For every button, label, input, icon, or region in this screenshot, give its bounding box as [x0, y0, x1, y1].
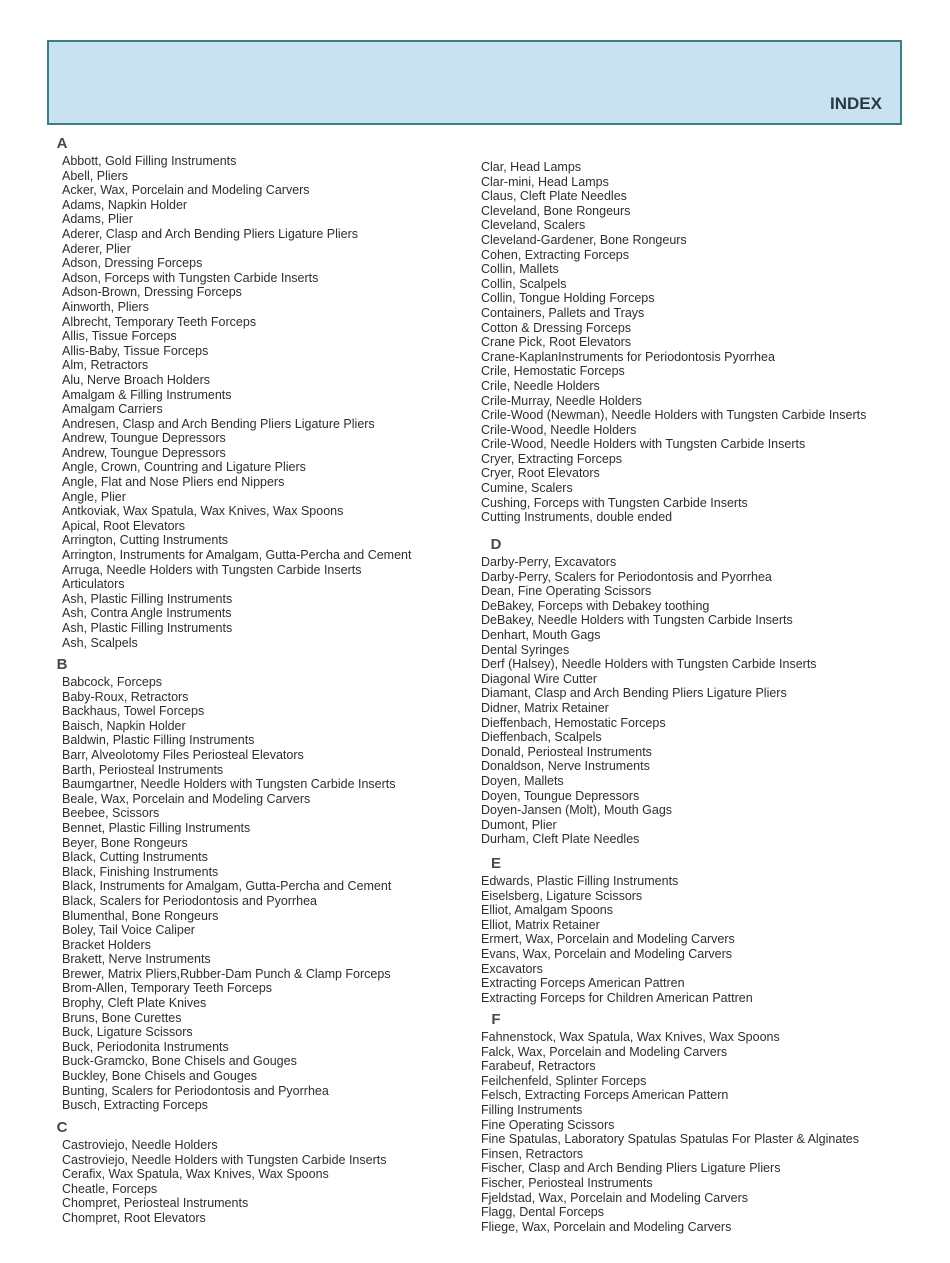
index-entry: Fliege, Wax, Porcelain and Modeling Carvers — [481, 1219, 732, 1234]
index-entry: Angle, Plier — [62, 489, 126, 504]
index-entry: Denhart, Mouth Gags — [481, 627, 601, 642]
index-entry: Aderer, Plier — [62, 241, 131, 256]
index-entry: Buck, Ligature Scissors — [62, 1025, 193, 1040]
index-entry: Elliot, Amalgam Spoons — [481, 903, 614, 918]
index-entry: Cryer, Extracting Forceps — [481, 451, 623, 466]
index-entry: Buck, Periodonita Instruments — [62, 1039, 229, 1054]
index-entry: Ash, Plastic Filling Instruments — [62, 591, 233, 606]
index-entry: Felsch, Extracting Forceps American Pattern — [481, 1088, 729, 1103]
index-entry: Donaldson, Nerve Instruments — [481, 759, 650, 774]
index-entry: Crile, Hemostatic Forceps — [481, 364, 625, 379]
index-entry: Elliot, Matrix Retainer — [481, 917, 600, 932]
index-entry: Doyen-Jansen (Molt), Mouth Gags — [481, 803, 673, 818]
index-entry: Chompret, Root Elevators — [62, 1210, 206, 1225]
section-e — [481, 854, 901, 1005]
index-entry: Fischer, Periosteal Instruments — [481, 1175, 653, 1190]
index-entry: Collin, Tongue Holding Forceps — [481, 291, 655, 306]
index-entry: Doyen, Toungue Depressors — [481, 788, 640, 803]
index-entry: Farabeuf, Retractors — [481, 1059, 596, 1074]
index-entry: Darby-Perry, Excavators — [481, 555, 617, 569]
section-letter-heading: E — [490, 855, 501, 872]
index-entry: Dean, Fine Operating Scissors — [481, 584, 652, 599]
index-entry: Crile-Wood, Needle Holders with Tungsten Carbide Inserts — [481, 437, 806, 452]
index-entry: Didner, Matrix Retainer — [481, 700, 609, 715]
index-entry: Arrington, Cutting Instruments — [62, 533, 229, 548]
index-entry: Cushing, Forceps with Tungsten Carbide Inserts — [481, 495, 748, 510]
index-entry: Boley, Tail Voice Caliper — [62, 923, 195, 938]
section-a — [56, 134, 482, 650]
index-entry: Barth, Periosteal Instruments — [62, 762, 224, 777]
index-entry: Crile-Wood (Newman), Needle Holders with Tungsten Carbide Inserts — [481, 408, 867, 423]
index-entry: Donald, Periosteal Instruments — [481, 744, 652, 759]
index-entry: Adams, Plier — [62, 212, 133, 227]
index-header-banner — [47, 40, 902, 125]
index-entry: Castroviejo, Needle Holders — [62, 1138, 218, 1152]
index-entry: Extracting Forceps American Pattren — [481, 976, 685, 991]
index-entry: Abell, Pliers — [62, 168, 128, 183]
index-entry: Amalgam Carriers — [62, 402, 163, 417]
index-entry: Finsen, Retractors — [481, 1146, 584, 1161]
index-entry: Bracket Holders — [62, 937, 151, 952]
index-entry: Edwards, Plastic Filling Instruments — [481, 874, 679, 888]
index-entry: Cleveland-Gardener, Bone Rongeurs — [481, 232, 687, 247]
index-entry: Barr, Alveolotomy Files Periosteal Elevators — [62, 747, 304, 762]
index-entry: Cohen, Extracting Forceps — [481, 247, 629, 262]
index-entry: Cumine, Scalers — [481, 481, 573, 496]
index-entry: Arruga, Needle Holders with Tungsten Carbide Inserts — [62, 562, 362, 577]
index-entry: Adson, Dressing Forceps — [62, 256, 203, 271]
index-entry: Andrew, Toungue Depressors — [62, 445, 226, 460]
index-entry: Cryer, Root Elevators — [481, 466, 600, 481]
index-entry: Allis-Baby, Tissue Forceps — [62, 343, 209, 358]
index-entry: Fjeldstad, Wax, Porcelain and Modeling Carvers — [481, 1190, 749, 1205]
index-entry: Beebee, Scissors — [62, 806, 160, 821]
index-entry: Fahnenstock, Wax Spatula, Wax Knives, Wax Spoons — [481, 1030, 780, 1044]
index-entry: Acker, Wax, Porcelain and Modeling Carvers — [62, 183, 310, 198]
index-entry: Black, Instruments for Amalgam, Gutta-Percha and Cement — [62, 879, 392, 894]
index-entry: Beale, Wax, Porcelain and Modeling Carvers — [62, 791, 311, 806]
index-entry: Crane-KaplanInstruments for Periodontosis Pyorrhea — [481, 349, 775, 364]
index-entry: Cotton & Dressing Forceps — [481, 320, 632, 335]
index-entry: Cheatle, Forceps — [62, 1181, 158, 1196]
index-entry: Adams, Napkin Holder — [62, 197, 188, 212]
index-entry: Filling Instruments — [481, 1102, 583, 1117]
index-entry: Bennet, Plastic Filling Instruments — [62, 820, 251, 835]
page-title: INDEX — [830, 94, 882, 113]
index-entry: Andresen, Clasp and Arch Bending Pliers Ligature Pliers — [62, 416, 375, 431]
index-entry: Dieffenbach, Hemostatic Forceps — [481, 715, 666, 730]
index-entry: Brophy, Cleft Plate Knives — [62, 996, 207, 1011]
section-letter-heading: A — [56, 135, 68, 152]
index-entry: Alu, Nerve Broach Holders — [62, 372, 210, 387]
index-entry: Black, Finishing Instruments — [62, 864, 219, 879]
index-entry: Ainworth, Pliers — [62, 299, 149, 314]
index-entry: Brom-Allen, Temporary Teeth Forceps — [62, 981, 273, 996]
index-entry: Falck, Wax, Porcelain and Modeling Carvers — [481, 1044, 728, 1059]
index-entry: Antkoviak, Wax Spatula, Wax Knives, Wax Spoons — [62, 504, 344, 519]
index-entry: Crile, Needle Holders — [481, 378, 600, 393]
index-entry: Andrew, Toungue Depressors — [62, 431, 226, 446]
index-entry: Amalgam & Filling Instruments — [62, 387, 232, 402]
index-entry: DeBakey, Needle Holders with Tungsten Carbide Inserts — [481, 613, 793, 628]
index-entry: Extracting Forceps for Children American Pattren — [481, 990, 753, 1005]
index-entry: Blumenthal, Bone Rongeurs — [62, 908, 219, 923]
index-entry: Baumgartner, Needle Holders with Tungsten Carbide Inserts — [62, 777, 396, 792]
section-letter-heading: B — [56, 656, 68, 673]
section-f — [481, 1010, 901, 1234]
index-entry: Crile-Wood, Needle Holders — [481, 422, 637, 437]
index-entry: Darby-Perry, Scalers for Periodontosis and Pyorrhea — [481, 569, 772, 584]
index-entry: Babcock, Forceps — [62, 675, 163, 689]
section-letter-heading: D — [490, 536, 502, 553]
index-entry: Buck-Gramcko, Bone Chisels and Gouges — [62, 1054, 297, 1069]
index-entry: Adson, Forceps with Tungsten Carbide Inserts — [62, 270, 319, 285]
index-entry: Angle, Flat and Nose Pliers end Nippers — [62, 475, 285, 490]
index-entry: Busch, Extracting Forceps — [62, 1098, 208, 1113]
index-entry: Durham, Cleft Plate Needles — [481, 832, 640, 847]
index-entry: Cerafix, Wax Spatula, Wax Knives, Wax Spoons — [62, 1167, 329, 1182]
index-entry: Arrington, Instruments for Amalgam, Gutta-Percha and Cement — [62, 548, 412, 563]
index-entry: Brakett, Nerve Instruments — [62, 952, 211, 967]
index-entry: Black, Cutting Instruments — [62, 850, 208, 865]
index-entry: Derf (Halsey), Needle Holders with Tungsten Carbide Inserts — [481, 657, 817, 672]
index-entry: Crane Pick, Root Elevators — [481, 335, 632, 350]
section-letter-heading: C — [56, 1119, 68, 1136]
index-entry: Cutting Instruments, double ended — [481, 510, 673, 525]
index-entry: Fischer, Clasp and Arch Bending Pliers Ligature Pliers — [481, 1161, 781, 1176]
index-entry: Brewer, Matrix Pliers,Rubber-Dam Punch & Clamp Forceps — [62, 966, 391, 981]
index-entry: Fine Spatulas, Laboratory Spatulas Spatulas For Plaster & Alginates — [481, 1132, 859, 1147]
index-entry: Abbott, Gold Filling Instruments — [62, 154, 237, 168]
index-entry: Dental Syringes — [481, 642, 570, 657]
index-entry: Beyer, Bone Rongeurs — [62, 835, 188, 850]
index-entry: Excavators — [481, 961, 543, 976]
index-entry: Aderer, Clasp and Arch Bending Pliers Ligature Pliers — [62, 226, 358, 241]
index-entry: Ash, Scalpels — [62, 635, 138, 650]
index-entry: Cleveland, Bone Rongeurs — [481, 203, 631, 218]
index-entry: Articulators — [62, 577, 125, 592]
index-entry: Dieffenbach, Scalpels — [481, 730, 602, 745]
index-entry: Adson-Brown, Dressing Forceps — [62, 285, 242, 300]
index-entry: Claus, Cleft Plate Needles — [481, 189, 627, 204]
index-entry: Allis, Tissue Forceps — [62, 329, 177, 344]
index-entry: Diagonal Wire Cutter — [481, 671, 598, 686]
index-entry: Flagg, Dental Forceps — [481, 1205, 604, 1220]
index-entry: Bruns, Bone Curettes — [62, 1010, 182, 1025]
index-entry: Albrecht, Temporary Teeth Forceps — [62, 314, 257, 329]
index-entry: Apical, Root Elevators — [62, 518, 185, 533]
index-entry: Ash, Plastic Filling Instruments — [62, 621, 233, 635]
index-entry: Fine Operating Scissors — [481, 1117, 615, 1132]
index-entry: Bunting, Scalers for Periodontosis and Pyorrhea — [62, 1083, 329, 1098]
section-c-right — [481, 160, 901, 525]
index-entry: Baisch, Napkin Holder — [62, 718, 186, 733]
section-d — [481, 535, 901, 847]
index-entry: Baldwin, Plastic Filling Instruments — [62, 733, 255, 748]
index-entry: Baby-Roux, Retractors — [62, 689, 189, 704]
index-entry: Black, Scalers for Periodontosis and Pyorrhea — [62, 893, 317, 908]
index-entry: Feilchenfeld, Splinter Forceps — [481, 1073, 647, 1088]
index-entry: Ash, Contra Angle Instruments — [62, 606, 232, 621]
index-entry: Castroviejo, Needle Holders with Tungsten Carbide Inserts — [62, 1152, 387, 1167]
index-entry: Chompret, Periosteal Instruments — [62, 1196, 249, 1211]
index-entry: Doyen, Mallets — [481, 773, 564, 788]
index-entry: Cleveland, Scalers — [481, 218, 586, 233]
index-entry: Alm, Retractors — [62, 358, 149, 373]
index-entry: Collin, Mallets — [481, 262, 559, 277]
index-entry: Clar, Head Lamps — [481, 160, 582, 174]
index-entry: Diamant, Clasp and Arch Bending Pliers Ligature Pliers — [481, 686, 787, 701]
index-entry: Ermert, Wax, Porcelain and Modeling Carvers — [481, 932, 735, 947]
index-entry: Collin, Scalpels — [481, 276, 567, 291]
section-c-left — [56, 1118, 482, 1226]
index-entry: Containers, Pallets and Trays — [481, 305, 645, 320]
index-entry: Angle, Crown, Countring and Ligature Pliers — [62, 460, 306, 475]
index-entry: Clar-mini, Head Lamps — [481, 174, 609, 189]
section-letter-heading: F — [491, 1011, 501, 1028]
index-entry: Crile-Murray, Needle Holders — [481, 393, 642, 408]
index-entry: Evans, Wax, Porcelain and Modeling Carvers — [481, 946, 733, 961]
index-entry: Buckley, Bone Chisels and Gouges — [62, 1069, 258, 1084]
index-entry: DeBakey, Forceps with Debakey toothing — [481, 598, 710, 613]
index-entry: Backhaus, Towel Forceps — [62, 704, 205, 719]
index-entry: Eiselsberg, Ligature Scissors — [481, 888, 643, 903]
index-entry: Dumont, Plier — [481, 817, 557, 832]
section-b — [56, 655, 482, 1113]
